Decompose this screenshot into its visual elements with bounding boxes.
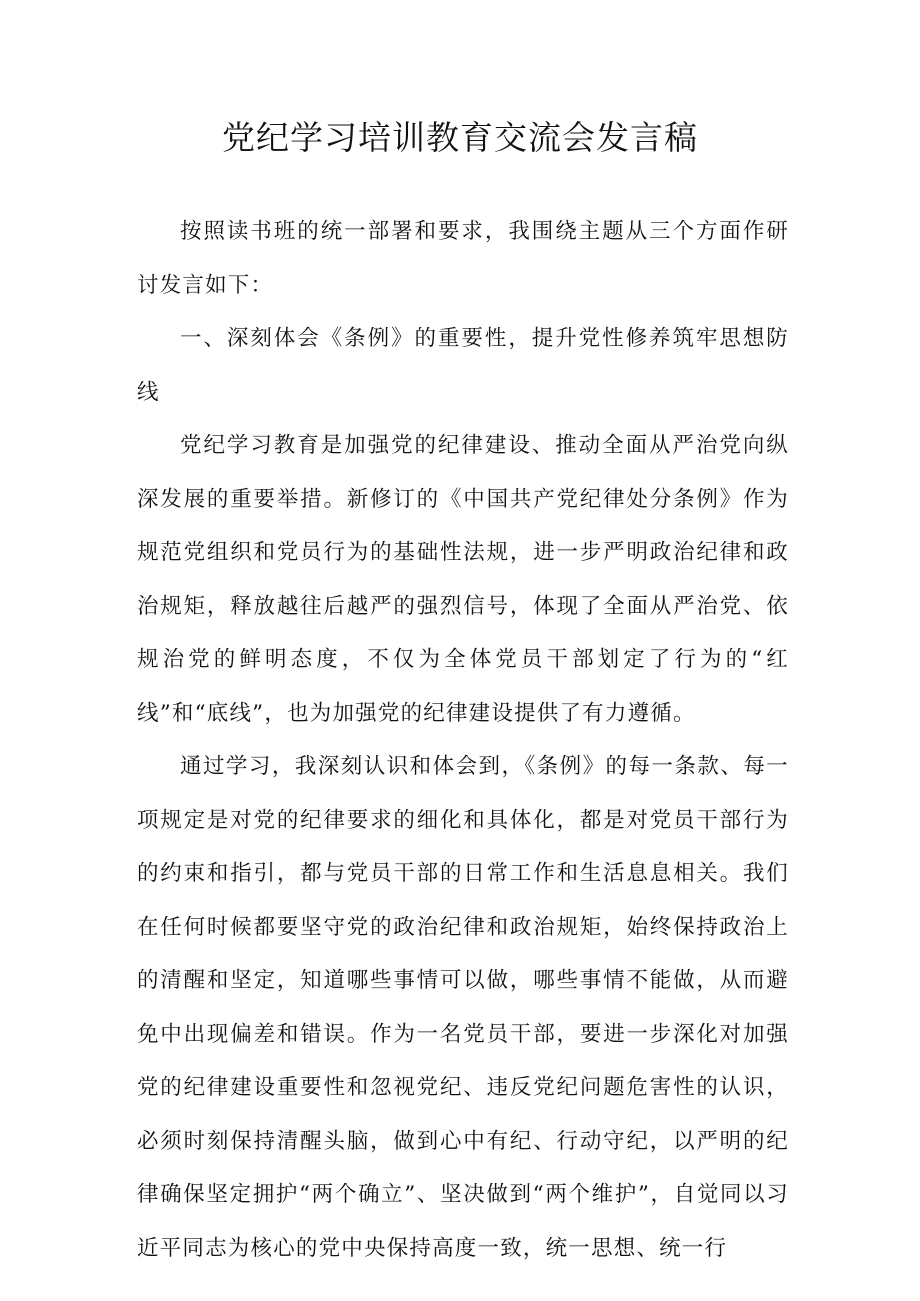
- section-heading-1: 一、深刻体会《条例》的重要性，提升党性修养筑牢思想防线: [137, 326, 789, 405]
- paragraph-body-2: 通过学习，我深刻认识和体会到，《条例》的每一条款、每一项规定是对党的纪律要求的细化和具体化，都是对党员干部行为的约束和指引，都与党员干部的日常工作和生活息息相关。我们在任何时候都要坚守党的政治纪律和政治规矩，始终保持政治上的清醒和坚定，知道哪些事情可以做，哪些事情不能做，从而避免中出现偏差和错误。作为一名党员干部，要进一步深化对加强党的纪律建设重要性和忽视党纪、违反党纪问题危害性的认识，必须时刻保持清醒头脑，做到心中有纪、行动守纪，以严明的纪律确保坚定拥护“两个确立”、坚决做到“两个维护”，自觉同以习近平同志为核心的党中央保持高度一致，统一思想、统一行: [137, 754, 789, 1261]
- document-title: 党纪学习培训教育交流会发言稿: [222, 118, 698, 157]
- paragraph-body-1: 党纪学习教育是加强党的纪律建设、推动全面从严治党向纵深发展的重要举措。新修订的《中国共产党纪律处分条例》作为规范党组织和党员行为的基础性法规，进一步严明政治纪律和政治规矩，释放越往后越严的强烈信号，体现了全面从严治党、依规治党的鲜明态度，不仅为全体党员干部划定了行为的“红线”和“底线”，也为加强党的纪律建设提供了有力遵循。: [137, 433, 789, 726]
- document-body: [137, 205, 789, 1275]
- paragraph-intro: 按照读书班的统一部署和要求，我围绕主题从三个方面作研讨发言如下：: [137, 219, 789, 298]
